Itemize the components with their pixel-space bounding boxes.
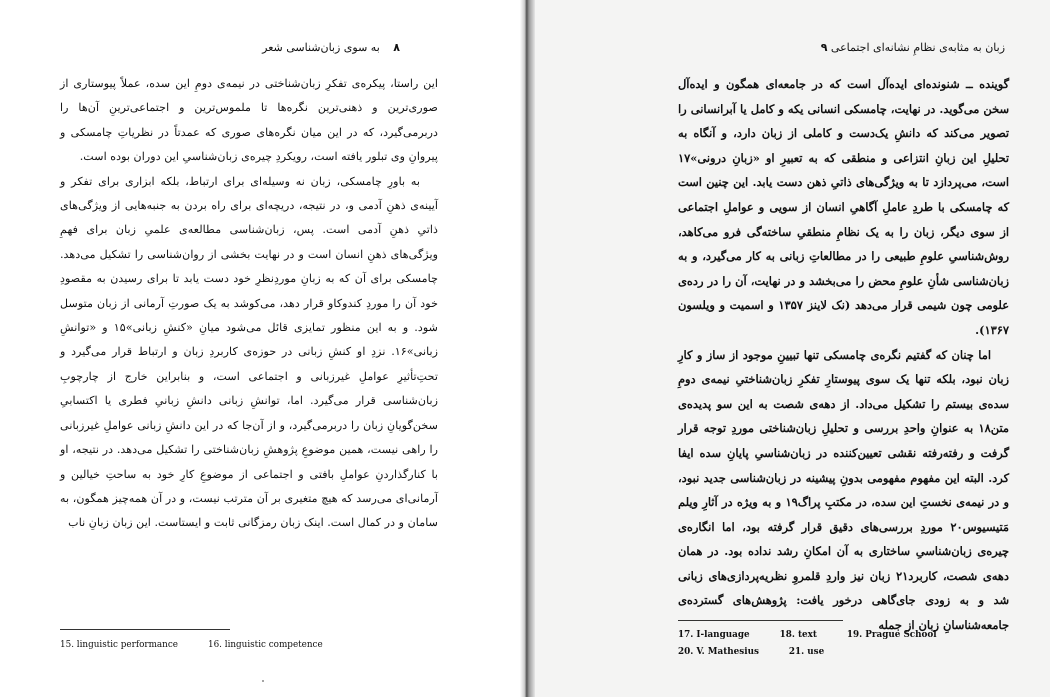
right-paragraph-1: گوینده ــ شنونده‌ای ایده‌آل است که در جامعه‌ای همگون و ایده‌آل سخن می‌گوید. در نهایت، چامسکی انسانی یکه و کامل یا آبرانسانی را تصویر می‌کند که دانشِ یک‌دست و کاملی از زبان دارد، و آنگاه به تحلیلِ این زبانِ انتزاعی و منطقی که به تعبیرِ او «زبانِ درونی»۱۷ است، می‌پردازد تا به ویژگی‌های ذاتیِ ذهن دست یابد. این چنین است که چامسکی با طردِ عاملِ آگاهیِ انسان از سویی و عواملِ اجتماعی از سوی دیگر، زبان را به یک نظامِ منطقیِ ساخته‌گی فرو می‌کاهد، روش‌شناسیِ علومِ طبیعی را در مطالعاتِ زبانی به کار می‌گیرد، و به زبان‌شناسی شأنِ علومِ محض را می‌بخشد و در نهایت، آن را در رده‌ی علومی چون شیمی قرار می‌دهد (نک لاینز ۱۳۵۷ و اسمیت و ویلسون ۱۳۶۷).: [678, 77, 1009, 337]
left-footnote-divider: [60, 629, 230, 630]
footnote-16: 16. linguistic competence: [207, 640, 323, 650]
footnote-18: 18. text: [779, 630, 817, 640]
left-footnotes: [60, 640, 440, 657]
left-paragraph-2: به باورِ چامسکی، زبان نه وسیله‌ای برای ارتباط، بلکه ابزاری برای تفکر و آیینه‌ی ذهنِ آدمی و، در نتیجه، دریچه‌ای برای راه بردن به جنبه‌هایی از ویژگی‌های ذاتیِ ذهنِ آدمی است. پس، زبان‌شناسی مطالعه‌ی علمیِ زبان برای فهمِ ویژگی‌های ذهنِ انسان است و در نهایت بخشی از روان‌شناسی را تشکیل می‌دهد. چامسکی برای آن که به زبانِ موردِنظرِ خود دست یابد تا برای رسیدن به مقصودِ خود آن را موردِ کندوکاو قرار دهد، می‌کوشد به یک صورتِ آرمانی از زبان متوسل شود. و به این منظور تمایزی قائل می‌شود میانِ «کنشِ زبانی»۱۵ و «توانشِ زبانی»۱۶. نزدِ او کنشِ زبانی در حوزه‌ی کاربردِ زبان و ارتباط قرار می‌گیرد و تحتِ‌تأثیرِ عواملِ غیرزبانی و اجتماعی است، و بنابراین خارج از چارچوبِ زبان‌شناسی قرار می‌گیرد. اما، توانشِ زبانی دانشِ زبانیِ فطری یا اکتسابیِ سخن‌گویانِ زبان را دربرمی‌گیرد، و از آن‌جا که در این دانشِ زبانی عواملِ غیرزبانی را راهی نیست، همین موضوعِ پژوهشِ زبان‌شناختی را تشکیل می‌دهد. در نتیجه، او با کنارگذاردنِ عواملِ بافتی و اجتماعی از موضوعِ کارِ خود به ساحتِ خیالین و آرمانی‌ای می‌رسد که هیچ متغیری بر آن مترتب نیست، و در آن همه‌چیز همگون، به سامان و در کمال است. اینک زبان رمزگانی ثابت و ایستاست. این زبان زبانِ ناب: [60, 174, 438, 530]
footnote-19: 19. Prague School: [846, 630, 937, 640]
footnote-21: 21. use: [788, 647, 825, 657]
right-page-header: [625, 41, 1005, 54]
right-footnotes-row-2: [678, 647, 998, 657]
left-paragraph-1: این راستا، پیکره‌ی تفکرِ زبان‌شناختی در نیمه‌ی دومِ این سده، عملاً پیوستاری از صوری‌ترین و ذهنی‌ترین نگره‌ها تا ملموس‌ترین و اجتماعی‌ترینِ آن‌ها را دربرمی‌گیرد، که در این میان نگره‌های صوری که عمدتاً در نظریاتِ چامسکی و پیروانِ وی تبلور یافته است، رویکردِ چیره‌ی زبان‌شناسیِ این دوران بوده است.: [60, 77, 438, 164]
left-page-body: [60, 72, 438, 536]
footnote-15: 15. linguistic performance: [60, 640, 178, 650]
right-running-title: زبان به مثابه‌ی نظامِ نشانه‌ای اجتماعی: [830, 41, 1005, 54]
left-running-title: به سوی زبان‌شناسی شعر: [262, 41, 380, 54]
right-footnotes: [678, 630, 998, 664]
paper-speck: [262, 680, 264, 682]
footnote-20: 20. V. Mathesius: [678, 647, 759, 657]
right-page-number: ۹: [820, 41, 828, 54]
left-page-header: [140, 41, 400, 54]
left-page: [0, 0, 520, 697]
left-page-number: ۸: [393, 41, 400, 54]
footnote-17: 17. I-language: [678, 630, 750, 640]
right-footnotes-row-1: [678, 630, 998, 640]
right-page-body: [678, 72, 1009, 638]
right-page: [535, 0, 1050, 697]
right-paragraph-2: اما چنان که گفتیم نگره‌ی چامسکی تنها تبیینِ موجود از ساز و کارِ زبان نبود، بلکه تنها یک سوی پیوستارِ تفکرِ زبان‌شناختیِ نیمه‌ی دومِ سده‌ی بیستم را تشکیل می‌داد. از دهه‌ی شصت به این سو پدیده‌ی متن۱۸ به عنوانِ واحدِ بررسی و تحلیلِ زبان‌شناختی موردِ توجه قرار گرفت و رفته‌رفته نقشی تعیین‌کننده در زبان‌شناسیِ پایانِ سده ایفا کرد. البته این مفهوم مفهومی بدونِ پیشینه در زبان‌شناسی جدید نبود، و در نیمه‌ی نخستِ این سده، در مکتبِ پراگ۱۹ و به ویژه در آثارِ ویلم مَتیسیوس۲۰ موردِ بررسی‌های دقیق قرار گرفته بود، اما انگاره‌ی چیره‌ی زبان‌شناسیِ ساختاری به آن امکانِ رشد نداده بود. در همان دهه‌ی شصت، کاربرد۲۱ زبان نیز واردِ قلمروِ نظریه‌پردازی‌های زبانی شد و به زودی جای‌گاهی درخور یافت: پژوهش‌های گسترده‌ی جامعه‌شناسانِ زبان از جمله: [678, 347, 1009, 633]
right-footnote-divider: [678, 620, 843, 621]
book-gutter: [520, 0, 535, 697]
